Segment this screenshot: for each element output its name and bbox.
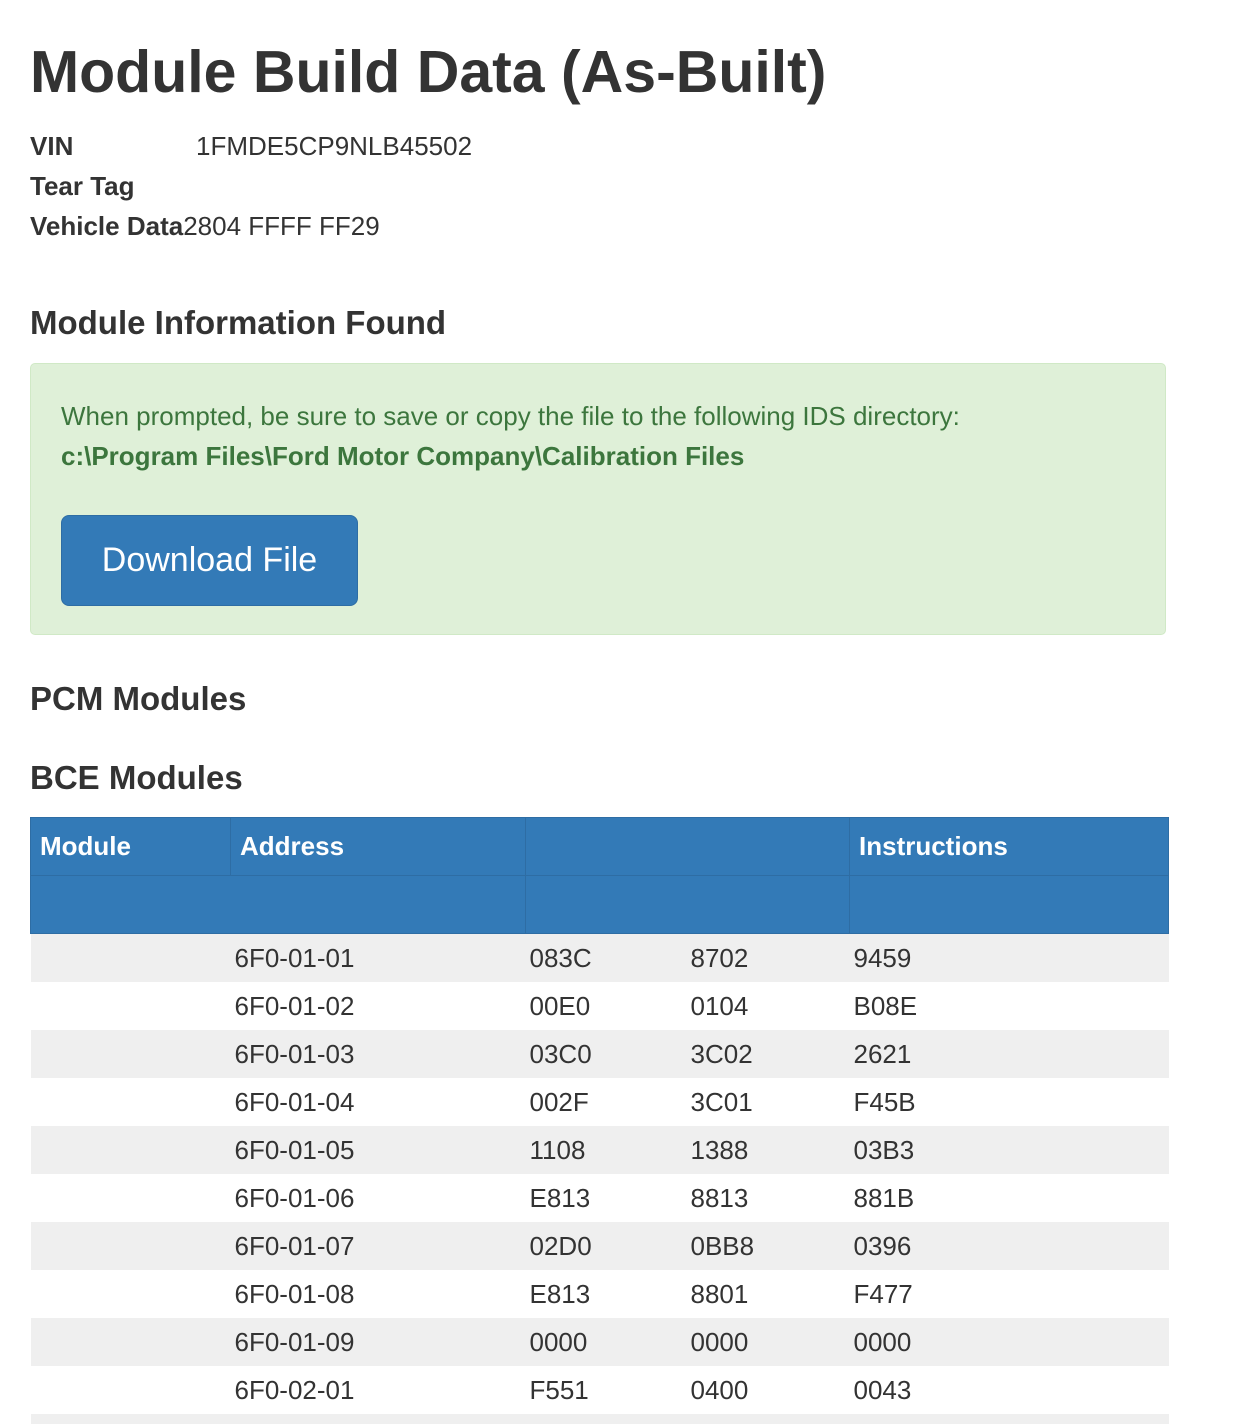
row-data1-cell: 083C xyxy=(526,934,687,983)
row-module-cell xyxy=(31,1078,231,1126)
row-data3-cell xyxy=(850,1414,1169,1424)
row-module-cell xyxy=(31,1366,231,1414)
row-data1-cell xyxy=(526,1414,687,1424)
bce-table-body xyxy=(31,934,1169,1424)
header-row xyxy=(31,818,1169,876)
tear-tag-row xyxy=(30,166,472,206)
header-address: Address xyxy=(231,818,526,876)
bce-modules-table xyxy=(30,817,1169,1424)
row-data2-cell: 3C02 xyxy=(687,1030,850,1078)
row-module-cell xyxy=(31,1414,231,1424)
vin-row xyxy=(30,126,472,166)
row-module-cell xyxy=(31,1318,231,1366)
row-data2-cell: 0104 xyxy=(687,982,850,1030)
row-data2-cell: 0BB8 xyxy=(687,1222,850,1270)
alert-instruction: When prompted, be sure to save or copy the file to the following IDS directory: xyxy=(61,401,960,431)
header-subcell-left xyxy=(31,876,526,934)
row-module-cell xyxy=(31,1126,231,1174)
table-row xyxy=(31,1414,1169,1424)
row-data2-cell: 0000 xyxy=(687,1318,850,1366)
page-title: Module Build Data (As-Built) xyxy=(30,39,827,105)
header-module: Module xyxy=(31,818,231,876)
row-data3-cell: 0043 xyxy=(850,1366,1169,1414)
row-data2-cell xyxy=(687,1414,850,1424)
row-data1-cell: 03C0 xyxy=(526,1030,687,1078)
pcm-modules-heading: PCM Modules xyxy=(30,680,247,717)
vin-label: VIN xyxy=(30,131,74,161)
row-module-cell xyxy=(31,1270,231,1318)
vehicle-info xyxy=(30,126,472,246)
header-subcell-middle xyxy=(526,876,850,934)
row-data3-cell: 0396 xyxy=(850,1222,1169,1270)
row-data1-cell: E813 xyxy=(526,1270,687,1318)
row-data1-cell: 0000 xyxy=(526,1318,687,1366)
table-row xyxy=(31,1126,1169,1174)
module-info-heading: Module Information Found xyxy=(30,304,447,341)
row-data2-cell: 8702 xyxy=(687,934,850,983)
row-data3-cell: 9459 xyxy=(850,934,1169,983)
table-row xyxy=(31,1078,1169,1126)
bce-table-header xyxy=(31,818,1169,934)
row-data3-cell: F477 xyxy=(850,1270,1169,1318)
bce-table-container xyxy=(30,817,1168,1424)
row-data1-cell: 00E0 xyxy=(526,982,687,1030)
row-address-cell: 6F0-01-01 xyxy=(231,934,526,983)
table-row xyxy=(31,1174,1169,1222)
row-data1-cell: 002F xyxy=(526,1078,687,1126)
download-file-button[interactable]: Download File xyxy=(61,515,358,606)
row-address-cell: 6F0-01-08 xyxy=(231,1270,526,1318)
row-address-cell xyxy=(231,1414,526,1424)
header-subcell-right xyxy=(850,876,1169,934)
table-row xyxy=(31,982,1169,1030)
row-data3-cell: B08E xyxy=(850,982,1169,1030)
vehicle-data-label: Vehicle Data xyxy=(30,211,184,241)
row-data3-cell: 2621 xyxy=(850,1030,1169,1078)
table-row xyxy=(31,1030,1169,1078)
row-data2-cell: 0400 xyxy=(687,1366,850,1414)
row-data2-cell: 3C01 xyxy=(687,1078,850,1126)
table-row xyxy=(31,934,1169,983)
bce-modules-heading: BCE Modules xyxy=(30,759,243,796)
tear-tag-label: Tear Tag xyxy=(30,171,135,201)
row-address-cell: 6F0-01-06 xyxy=(231,1174,526,1222)
row-data2-cell: 8813 xyxy=(687,1174,850,1222)
row-data1-cell: 02D0 xyxy=(526,1222,687,1270)
header-instructions: Instructions xyxy=(850,818,1169,876)
table-row xyxy=(31,1366,1169,1414)
table-row xyxy=(31,1222,1169,1270)
row-module-cell xyxy=(31,982,231,1030)
row-data2-cell: 8801 xyxy=(687,1270,850,1318)
row-address-cell: 6F0-01-09 xyxy=(231,1318,526,1366)
row-module-cell xyxy=(31,1030,231,1078)
row-address-cell: 6F0-01-05 xyxy=(231,1126,526,1174)
success-alert xyxy=(30,363,1166,635)
row-address-cell: 6F0-02-01 xyxy=(231,1366,526,1414)
row-module-cell xyxy=(31,934,231,983)
header-data xyxy=(526,818,850,876)
table-row xyxy=(31,1270,1169,1318)
vehicle-data-row xyxy=(30,206,472,246)
row-data3-cell: 03B3 xyxy=(850,1126,1169,1174)
alert-message xyxy=(61,396,960,476)
header-subrow xyxy=(31,876,1169,934)
table-row xyxy=(31,1318,1169,1366)
row-data3-cell: 881B xyxy=(850,1174,1169,1222)
row-data1-cell: F551 xyxy=(526,1366,687,1414)
row-data3-cell: 0000 xyxy=(850,1318,1169,1366)
row-address-cell: 6F0-01-07 xyxy=(231,1222,526,1270)
vehicle-data-value: 2804 FFFF FF29 xyxy=(183,211,380,241)
alert-directory-path: c:\Program Files\Ford Motor Company\Calibration Files xyxy=(61,441,745,471)
row-data1-cell: 1108 xyxy=(526,1126,687,1174)
row-data1-cell: E813 xyxy=(526,1174,687,1222)
row-module-cell xyxy=(31,1174,231,1222)
vin-value: 1FMDE5CP9NLB45502 xyxy=(196,131,473,161)
row-data3-cell: F45B xyxy=(850,1078,1169,1126)
row-data2-cell: 1388 xyxy=(687,1126,850,1174)
row-address-cell: 6F0-01-02 xyxy=(231,982,526,1030)
row-module-cell xyxy=(31,1222,231,1270)
row-address-cell: 6F0-01-03 xyxy=(231,1030,526,1078)
row-address-cell: 6F0-01-04 xyxy=(231,1078,526,1126)
